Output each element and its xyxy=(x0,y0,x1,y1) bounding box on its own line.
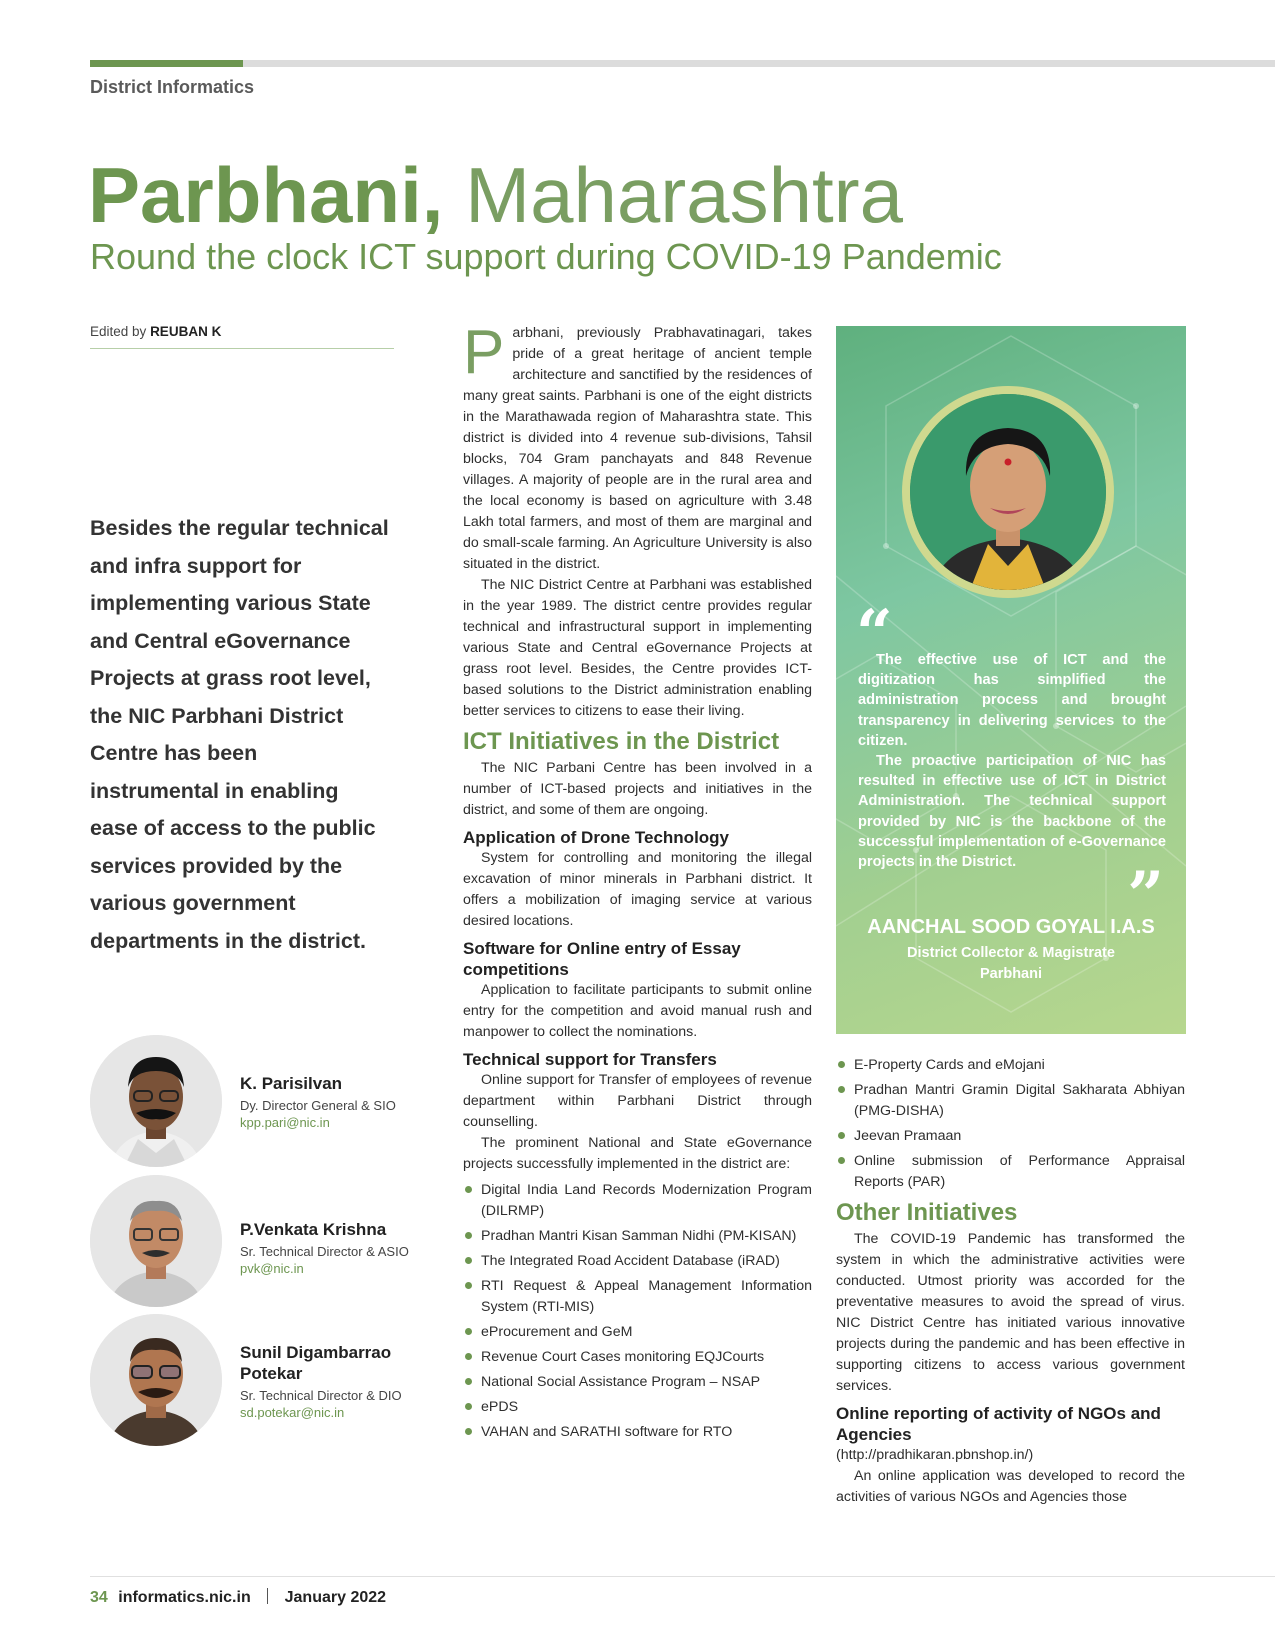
person-info xyxy=(240,1219,409,1276)
person-portrait-icon xyxy=(90,1314,222,1446)
footer-site[interactable]: informatics.nic.in xyxy=(118,1589,251,1606)
intro-paragraph xyxy=(463,318,812,575)
list-item: Jeevan Pramaan xyxy=(836,1126,1185,1147)
person-email[interactable]: kpp.pari@nic.in xyxy=(240,1115,330,1130)
top-rule xyxy=(90,60,1275,67)
paragraph-nic-centre: The NIC District Centre at Parbhani was established in the year 1989. The district centre provides regular technical and infrastructural support in implementing various State and Central eGovernance Projects at grass root level. Besides, the Centre provides ICT-based solutions to the District administration enabling better services to citizens to ease their living. xyxy=(463,577,812,719)
editor-credit xyxy=(90,324,221,339)
quote-paragraph: The effective use of ICT and the digitization has simplified the administration process and brought transparency in delivering services to the citizen. xyxy=(858,652,1166,749)
collector-designation: District Collector & Magistrate xyxy=(907,945,1115,961)
intro-text: arbhani, previously Prabhavatinagari, takes pride of a great heritage of ancient temple architecture and sanctified by the residences of many great saints. Parbhani is one of the eight districts in the Marathawada region of Maharashtra state. This district is divided into 4 revenue sub-divisions, Tahsil blocks, 704 Gram panchayats and 848 Revenue villages. A majority of people are in the rural area and the local economy is based on agriculture with 3.48 Lakh total farmers, and most of them are marginal and do small-scale farming. An Agriculture University is also situated in the district. xyxy=(463,325,812,572)
list-item: National Social Assistance Program – NSAP xyxy=(463,1372,812,1393)
person-role: Sr. Technical Director & DIO xyxy=(240,1388,402,1403)
person-card xyxy=(90,1175,410,1307)
paragraph-drone: System for controlling and monitoring the illegal excavation of minor minerals in Parbhani district. It offers a mobilization of imaging service at various desired locations. xyxy=(463,850,812,929)
article-title xyxy=(88,150,903,240)
page-number: 34 xyxy=(90,1589,108,1606)
person-role: Sr. Technical Director & ASIO xyxy=(240,1244,409,1259)
person-email[interactable]: sd.potekar@nic.in xyxy=(240,1405,345,1420)
ngo-url[interactable]: (http://pradhikaran.pbnshop.in/) xyxy=(836,1447,1034,1463)
person-name: P.Venkata Krishna xyxy=(240,1220,387,1239)
paragraph-ict: The NIC Parbani Centre has been involved in a number of ICT-based projects and initiatives in the district, and some of them are ongoing. xyxy=(463,760,812,818)
heading-drone: Application of Drone Technology xyxy=(463,828,730,847)
heading-other-initiatives: Other Initiatives xyxy=(836,1199,1018,1226)
body-column-right xyxy=(836,1055,1185,1508)
editor-prefix: Edited by xyxy=(90,324,147,339)
collector-quote-box xyxy=(836,326,1186,1034)
collector-quote xyxy=(858,650,1166,872)
title-bold: Parbhani, xyxy=(88,151,444,239)
person-card xyxy=(90,1035,410,1167)
person-portrait-icon xyxy=(90,1175,222,1307)
heading-ict-initiatives: ICT Initiatives in the District xyxy=(463,728,780,755)
person-photo xyxy=(90,1314,222,1446)
list-item: eProcurement and GeM xyxy=(463,1322,812,1343)
person-photo xyxy=(90,1035,222,1167)
collector-portrait-icon xyxy=(910,394,1106,590)
collector-role xyxy=(836,943,1186,985)
pull-quote: Besides the regular technical and infra support for implementing various State and Central eGovernance Projects at grass root level, the NIC Parbhani District Centre has been instrumental in enabling ease of access to the public services provided by the various government departments in the district. xyxy=(90,516,389,953)
projects-list xyxy=(463,1180,812,1443)
person-email[interactable]: pvk@nic.in xyxy=(240,1261,304,1276)
quote-close-icon: ” xyxy=(1127,858,1164,933)
list-item: Revenue Court Cases monitoring EQJCourts xyxy=(463,1347,812,1368)
article-subtitle: Round the clock ICT support during COVID-19 Pandemic xyxy=(90,236,1002,277)
quote-paragraph: The proactive participation of NIC has resulted in effective use of ICT in District Administration. The technical support provided by NIC is the backbone of the successful implementation of e-Governance projects in the District. xyxy=(858,753,1166,871)
list-item: RTI Request & Appeal Management Information System (RTI-MIS) xyxy=(463,1276,812,1318)
paragraph-prominent: The prominent National and State eGovernance projects successfully implemented in the district are: xyxy=(463,1135,812,1172)
footer-date: January 2022 xyxy=(284,1589,387,1606)
heading-transfer: Technical support for Transfers xyxy=(463,1050,717,1069)
list-item: E-Property Cards and eMojani xyxy=(836,1055,1185,1076)
paragraph-ngo: An online application was developed to record the activities of various NGOs and Agencies those xyxy=(836,1468,1185,1505)
footer-rule xyxy=(90,1576,1275,1577)
person-name: K. Parisilvan xyxy=(240,1074,343,1093)
collector-name: AANCHAL SOOD GOYAL I.A.S xyxy=(867,916,1155,938)
collector-photo xyxy=(902,386,1114,598)
title-light: Maharashtra xyxy=(465,151,903,239)
person-info xyxy=(240,1342,410,1420)
page-footer xyxy=(90,1588,386,1607)
person-name: Sunil Digambarrao Potekar xyxy=(240,1343,392,1383)
list-item: Digital India Land Records Modernization Program (DILRMP) xyxy=(463,1180,812,1222)
editor-name: REUBAN K xyxy=(150,324,222,339)
list-item: The Integrated Road Accident Database (iRAD) xyxy=(463,1251,812,1272)
body-column-middle xyxy=(463,318,812,1447)
top-rule-accent xyxy=(90,60,243,67)
drop-cap: P xyxy=(463,318,505,387)
heading-ngo: Online reporting of activity of NGOs and Agencies xyxy=(836,1404,1161,1444)
section-label: District Informatics xyxy=(90,77,255,97)
list-item: Online submission of Performance Appraisal Reports (PAR) xyxy=(836,1151,1185,1193)
paragraph-other: The COVID-19 Pandemic has transformed the system in which the administrative activities were conducted. Utmost priority was accorded for the preventative measures to avoid the spread of virus. NIC District Centre has initiated various innovative projects during the pandemic and has been effective in supporting citizens to access various government services. xyxy=(836,1231,1185,1394)
projects-list-continued xyxy=(836,1055,1185,1193)
paragraph-essay: Application to facilitate participants to submit online entry for the competition and avoid manual rush and manpower to collect the nominations. xyxy=(463,982,812,1040)
collector-place: Parbhani xyxy=(979,966,1043,982)
person-role: Dy. Director General & SIO xyxy=(240,1098,396,1113)
person-card xyxy=(90,1314,410,1446)
paragraph-transfer: Online support for Transfer of employees of revenue department within Parbhani District through counselling. xyxy=(463,1072,812,1130)
person-info xyxy=(240,1073,396,1130)
list-item: VAHAN and SARATHI software for RTO xyxy=(463,1422,812,1443)
person-photo xyxy=(90,1175,222,1307)
person-portrait-icon xyxy=(90,1035,222,1167)
editor-rule xyxy=(90,348,394,349)
list-item: Pradhan Mantri Gramin Digital Sakharata Abhiyan (PMG-DISHA) xyxy=(836,1080,1185,1122)
list-item: ePDS xyxy=(463,1397,812,1418)
heading-essay: Software for Online entry of Essay competitions xyxy=(463,939,741,979)
list-item: Pradhan Mantri Kisan Samman Nidhi (PM-KISAN) xyxy=(463,1226,812,1247)
footer-separator xyxy=(267,1588,268,1604)
quote-open-icon: “ xyxy=(856,596,893,671)
